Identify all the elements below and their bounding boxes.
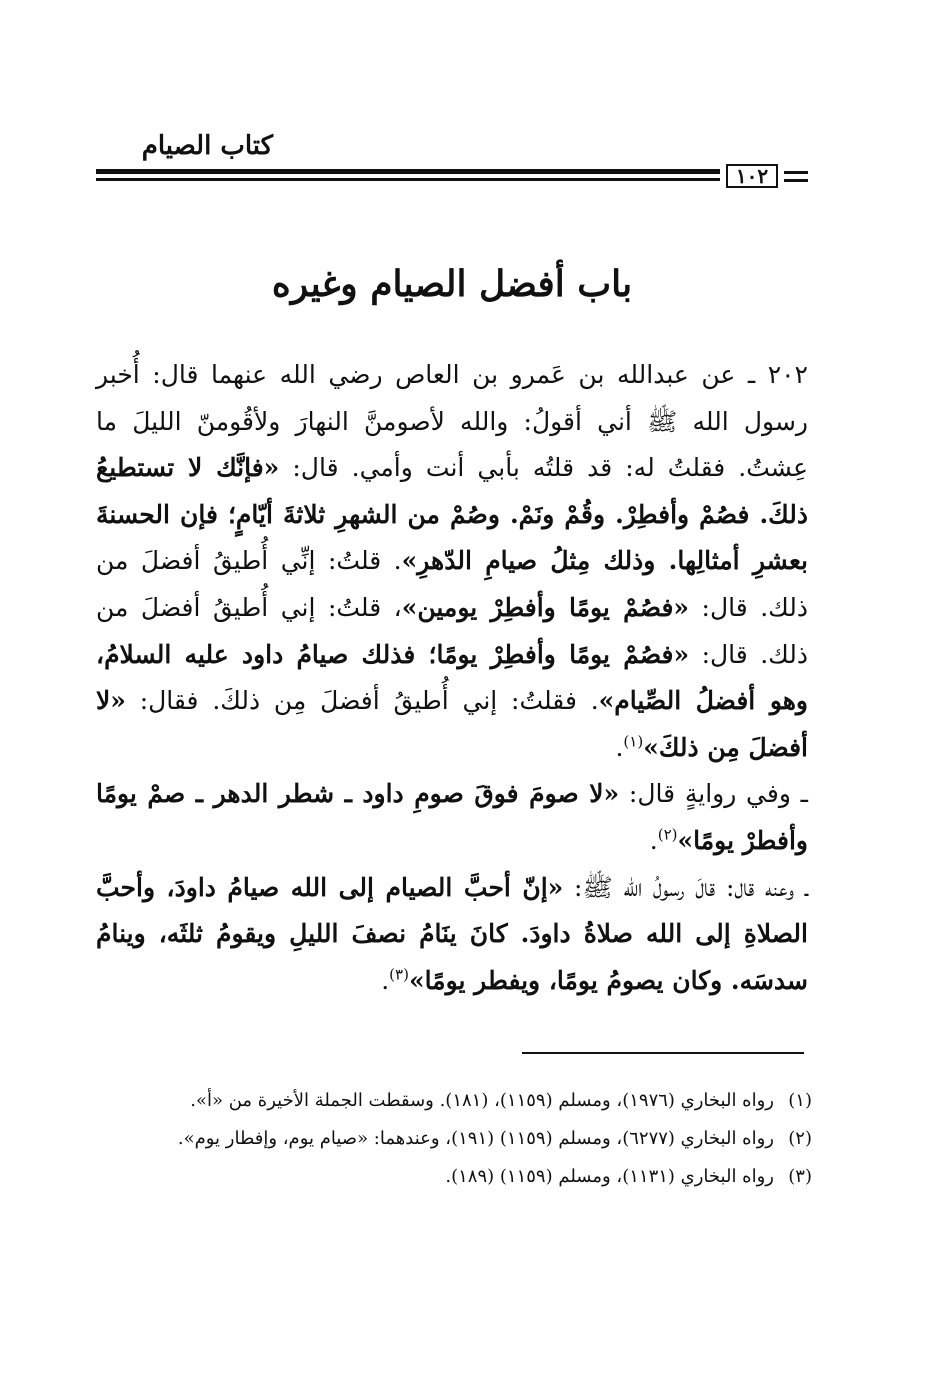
narration-text: . فقلتُ: إني أُطيقُ أفضلَ مِن ذلكَ. فقال: bbox=[125, 686, 599, 716]
sentence-end: . bbox=[615, 732, 624, 762]
footnotes bbox=[96, 1084, 812, 1198]
sentence-end: . bbox=[649, 825, 658, 855]
running-title: كتاب الصيام bbox=[141, 131, 273, 161]
footnote-item bbox=[96, 1084, 812, 1118]
footnote-item bbox=[96, 1160, 812, 1194]
narration-text: ٢٠٢ ـ عن عبدالله بن عَمرو بن العاص رضي الله عنهما قال: أُخبر رسول الله ﷺ أني أقولُ: والله لأصومنَّ النهارَ ولأقُومنّ الليلَ ما عِشتُ. فقلتُ له: قد قلتُه بأبي أنت وأمي. قال: bbox=[96, 360, 808, 483]
footnote-separator bbox=[522, 1052, 804, 1054]
header-rule-top bbox=[96, 169, 720, 174]
narration-text: ، قلتُ: إني أُطيقُ أفضلَ من ذلك. قال: bbox=[96, 592, 808, 669]
footnote-text: رواه البخاري (٦٢٧٧)، ومسلم (١١٥٩) (١٩١)، وعندهما: «صيام يوم، وإفطار يوم». bbox=[177, 1128, 774, 1149]
prophet-quote: «فصُمْ يومًا وأفطِرْ يومًا؛ فذلك صيامُ داود عليه السلامُ، وهو أفضلُ الصِّيام» bbox=[96, 639, 808, 716]
header-rule-bottom bbox=[96, 178, 720, 181]
prophet-quote: «لا أفضلَ مِن ذلكَ» bbox=[96, 686, 808, 762]
hadith-paragraph-202 bbox=[96, 352, 808, 771]
narration-paragraph bbox=[96, 771, 808, 864]
page-number: ١٠٢ bbox=[726, 164, 778, 188]
narration-text: ـ وعنه قال: قالَ رسولُ الله ﷺ: bbox=[563, 872, 808, 902]
prophet-quote: «إنّ أحبَّ الصيام إلى الله صيامُ داودَ، وأحبَّ الصلاةِ إلى الله صلاةُ داودَ. كانَ ينَامُ نصفَ الليلِ ويقومُ ثلثَه، وينامُ سدسَه. وكان يصومُ يومًا، ويفطر يومًا» bbox=[96, 872, 808, 995]
footnote-text: رواه البخاري (١١٣١)، ومسلم (١١٥٩) (١٨٩). bbox=[445, 1166, 774, 1187]
footnote-text: رواه البخاري (١٩٧٦)، ومسلم (١١٥٩)، (١٨١). وسقطت الجملة الأخيرة من «أ». bbox=[190, 1090, 774, 1111]
footnote-number: (١) bbox=[788, 1090, 812, 1111]
footnote-ref[interactable]: (٣) bbox=[389, 965, 409, 984]
header-dash-bottom bbox=[784, 179, 808, 182]
narration-paragraph bbox=[96, 865, 808, 1005]
footnote-number: (٣) bbox=[788, 1166, 812, 1187]
header-dash-top bbox=[784, 171, 808, 174]
footnote-ref[interactable]: (١) bbox=[623, 732, 644, 751]
prophet-quote: «فصُمْ يومًا وأفطِرْ يومين» bbox=[401, 592, 690, 622]
narration-text: ـ وفي روايةٍ قال: bbox=[619, 779, 808, 809]
footnote-ref[interactable]: (٢) bbox=[657, 825, 678, 844]
sentence-end: . bbox=[381, 965, 390, 995]
prophet-quote: «لا صومَ فوقَ صومِ داود ـ شطر الدهر ـ صمْ يومًا وأفطرْ يومًا» bbox=[96, 779, 808, 855]
chapter-title: باب أفضل الصيام وغيره bbox=[271, 263, 633, 305]
footnote-number: (٢) bbox=[788, 1128, 812, 1149]
narration-text: . قلتُ: إنِّي أُطيقُ أفضلَ من ذلك. قال: bbox=[96, 546, 808, 622]
prophet-quote: «فإنَّك لا تستطيعُ ذلكَ. فصُمْ وأفطِرْ. وقُمْ ونَمْ. وصُمْ من الشهرِ ثلاثةَ أيّامٍ؛ فإن الحسنةَ بعشرِ أمثالِها. وذلك مِثلُ صيامِ الدّهرِ» bbox=[96, 453, 808, 576]
footnote-item bbox=[96, 1122, 812, 1156]
main-text bbox=[96, 352, 808, 1004]
